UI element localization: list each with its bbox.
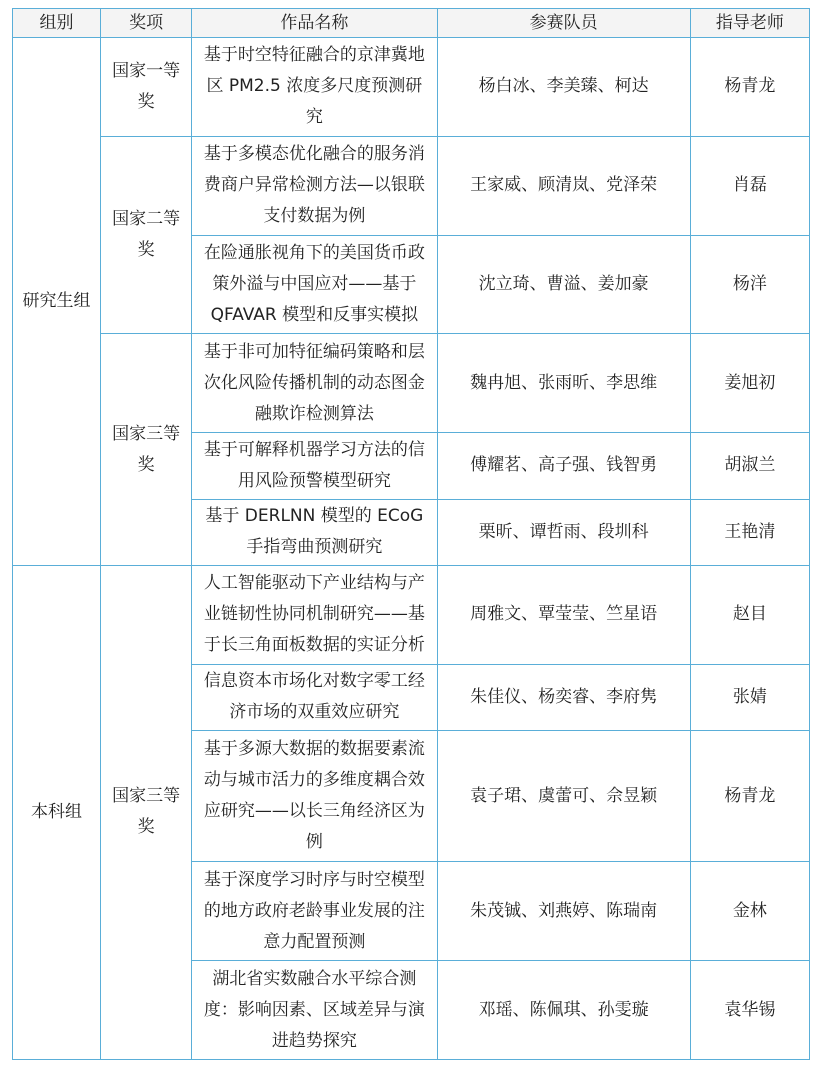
header-row (13, 9, 810, 38)
award-cell: 国家三等奖 (101, 334, 192, 565)
award-cell: 国家三等奖 (101, 565, 192, 1059)
title-cell: 人工智能驱动下产业结构与产业链韧性协同机制研究——基于长三角面板数据的实证分析 (192, 565, 437, 664)
table-row (13, 38, 810, 137)
table-row (13, 334, 810, 433)
team-cell: 王家威、顾清岚、党泽荣 (437, 136, 690, 235)
title-cell: 基于时空特征融合的京津冀地区 PM2.5 浓度多尺度预测研究 (192, 38, 437, 137)
advisor-cell: 杨青龙 (690, 730, 809, 861)
advisor-cell: 张婧 (690, 664, 809, 730)
advisor-cell: 王艳清 (690, 499, 809, 565)
header-group: 组别 (13, 9, 101, 38)
advisor-cell: 赵目 (690, 565, 809, 664)
team-cell: 傅耀茗、高子强、钱智勇 (437, 433, 690, 499)
team-cell: 邓瑶、陈佩琪、孙雯璇 (437, 961, 690, 1060)
advisor-cell: 姜旭初 (690, 334, 809, 433)
award-cell: 国家一等奖 (101, 38, 192, 137)
title-cell: 基于多模态优化融合的服务消费商户异常检测方法—以银联支付数据为例 (192, 136, 437, 235)
awards-table (12, 8, 810, 1060)
header-advisor: 指导老师 (690, 9, 809, 38)
team-cell: 朱茂铖、刘燕婷、陈瑞南 (437, 862, 690, 961)
table-row (13, 136, 810, 235)
group-cell: 研究生组 (13, 38, 101, 566)
advisor-cell: 杨青龙 (690, 38, 809, 137)
title-cell: 在险通胀视角下的美国货币政策外溢与中国应对——基于 QFAVAR 模型和反事实模拟 (192, 235, 437, 334)
advisor-cell: 杨洋 (690, 235, 809, 334)
title-cell: 信息资本市场化对数字零工经济市场的双重效应研究 (192, 664, 437, 730)
title-cell: 基于非可加特征编码策略和层次化风险传播机制的动态图金融欺诈检测算法 (192, 334, 437, 433)
title-cell: 基于可解释机器学习方法的信用风险预警模型研究 (192, 433, 437, 499)
team-cell: 袁子珺、虞蕾可、佘昱颖 (437, 730, 690, 861)
table-row (13, 565, 810, 664)
team-cell: 魏冉旭、张雨昕、李思维 (437, 334, 690, 433)
header-team: 参赛队员 (437, 9, 690, 38)
team-cell: 栗昕、谭哲雨、段圳科 (437, 499, 690, 565)
team-cell: 沈立琦、曹溢、姜加豪 (437, 235, 690, 334)
advisor-cell: 金林 (690, 862, 809, 961)
title-cell: 基于多源大数据的数据要素流动与城市活力的多维度耦合效应研究——以长三角经济区为例 (192, 730, 437, 861)
team-cell: 朱佳仪、杨奕睿、李府隽 (437, 664, 690, 730)
advisor-cell: 袁华锡 (690, 961, 809, 1060)
advisor-cell: 肖磊 (690, 136, 809, 235)
title-cell: 基于 DERLNN 模型的 ECoG 手指弯曲预测研究 (192, 499, 437, 565)
title-cell: 湖北省实数融合水平综合测度：影响因素、区域差异与演进趋势探究 (192, 961, 437, 1060)
team-cell: 周雅文、覃莹莹、竺星语 (437, 565, 690, 664)
header-title: 作品名称 (192, 9, 437, 38)
title-cell: 基于深度学习时序与时空模型的地方政府老龄事业发展的注意力配置预测 (192, 862, 437, 961)
award-cell: 国家二等奖 (101, 136, 192, 334)
group-cell: 本科组 (13, 565, 101, 1059)
header-award: 奖项 (101, 9, 192, 38)
team-cell: 杨白冰、李美臻、柯达 (437, 38, 690, 137)
advisor-cell: 胡淑兰 (690, 433, 809, 499)
